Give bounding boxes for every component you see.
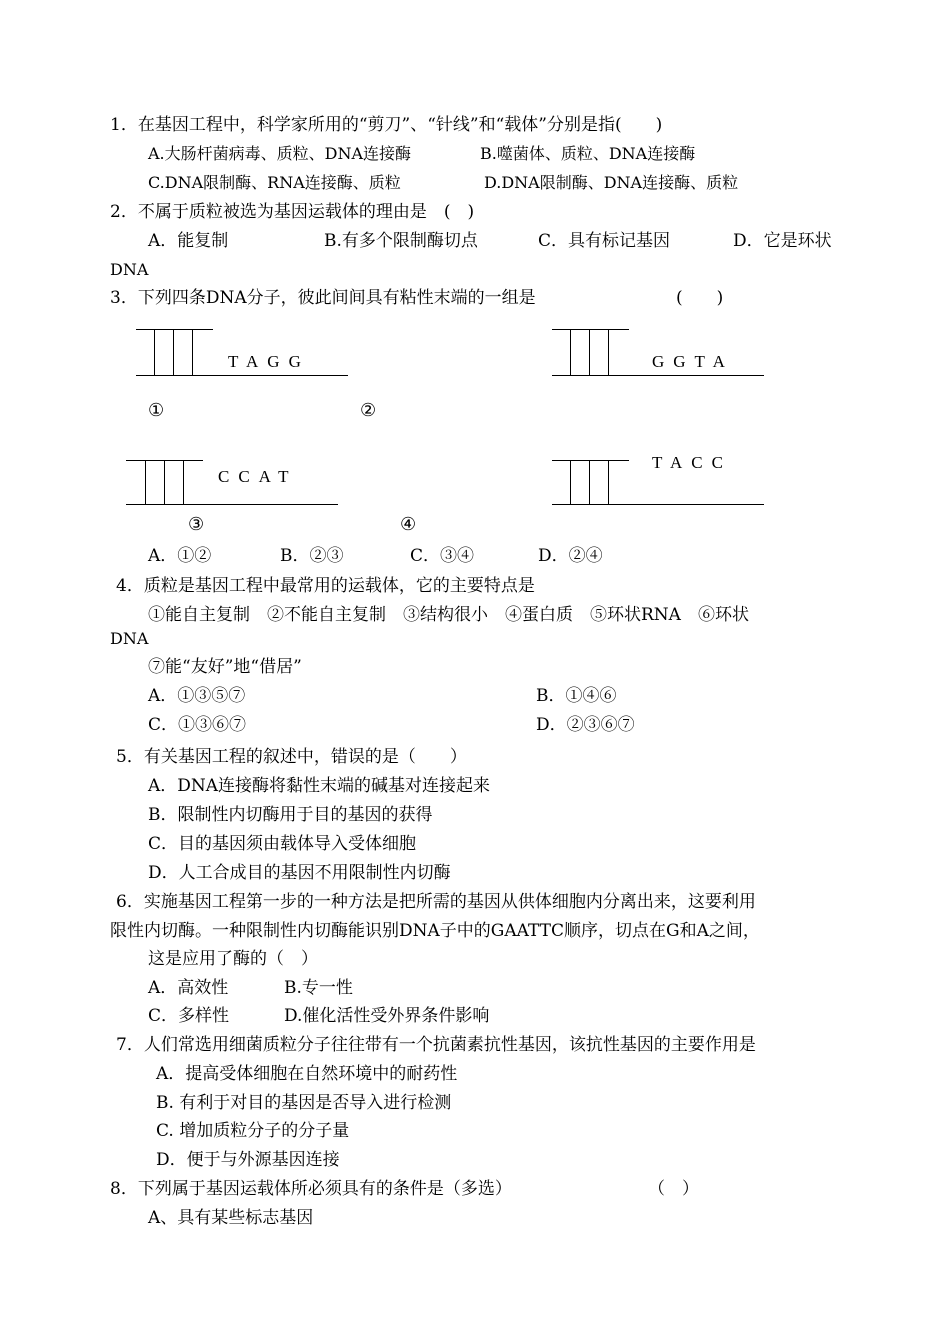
q6-stem-line-1: 6．实施基因工程第一步的一种方法是把所需的基因从供体细胞内分离出来，这要利用 — [116, 892, 756, 912]
dna-3-base-pair — [183, 460, 184, 504]
dna-3-base-pair — [145, 460, 146, 504]
dna-4-base-pair — [570, 460, 571, 504]
q4-items-line-2: ⑦能“友好”地“借居” — [148, 657, 302, 677]
q1-option-a: A.大肠杆菌病毒、质粒、DNA连接酶 — [148, 144, 412, 163]
q1-option-c: C.DNA限制酶、RNA连接酶、质粒 — [148, 173, 401, 192]
dna-2-label: ② — [360, 400, 377, 421]
q8-option-a: A、具有某些标志基因 — [148, 1208, 314, 1228]
q2-option-a: A．能复制 — [148, 231, 229, 251]
q3-answer-paren: ( ) — [676, 288, 724, 308]
q4-option-a: A．①③⑤⑦ — [148, 686, 246, 706]
q2-option-c: C．具有标记基因 — [538, 231, 671, 251]
q6-stem-line-2: 限性内切酶。一种限制性内切酶能识别DNA子中的GAATTC顺序，切点在G和A之间， — [110, 921, 760, 941]
dna-1-label: ① — [148, 400, 165, 421]
dna-4-base-pair — [608, 460, 609, 504]
q4-option-c: C．①③⑥⑦ — [148, 715, 247, 735]
q5-option-a: A．DNA连接酶将黏性末端的碱基对连接起来 — [148, 776, 491, 796]
q8-answer-paren: （ ） — [648, 1179, 699, 1199]
q7-stem: 7．人们常选用细菌质粒分子往往带有一个抗菌素抗性基因，该抗性基因的主要作用是 — [116, 1035, 756, 1055]
dna-4-bottom-strand — [552, 504, 764, 505]
q1-option-d: D.DNA限制酶、DNA连接酶、质粒 — [484, 173, 739, 192]
q1-option-b: B.噬菌体、质粒、DNA连接酶 — [480, 144, 696, 163]
q7-option-c: C. 增加质粒分子的分子量 — [156, 1121, 350, 1141]
q3-stem: 3．下列四条DNA分子，彼此间间具有粘性末端的一组是 — [110, 288, 536, 308]
q4-option-b: B．①④⑥ — [536, 686, 617, 706]
dna-1-base-pair — [173, 329, 174, 375]
dna-1-top-strand — [136, 329, 213, 330]
q5-option-c: C．目的基因须由载体导入受体细胞 — [148, 834, 417, 854]
q3-option-c: C．③④ — [410, 546, 475, 566]
q3-option-a: A．①② — [148, 546, 212, 566]
q7-option-a: A．提高受体细胞在自然环境中的耐药性 — [156, 1064, 458, 1084]
q5-option-b: B．限制性内切酶用于目的基因的获得 — [148, 805, 433, 825]
q1-stem: 1．在基因工程中，科学家所用的“剪刀”、“针线”和“载体”分别是指( ) — [110, 115, 663, 135]
dna-2-base-pair — [589, 329, 590, 375]
q7-option-d: D．便于与外源基因连接 — [156, 1150, 340, 1170]
dna-2-top-strand — [552, 329, 629, 330]
dna-2-base-pair — [608, 329, 609, 375]
q3-option-b: B．②③ — [280, 546, 344, 566]
q7-option-b: B. 有利于对目的基因是否导入进行检测 — [156, 1093, 452, 1113]
dna-1-base-pair — [154, 329, 155, 375]
q2-stem: 2．不属于质粒被选为基因运载体的理由是 ( ) — [110, 202, 475, 222]
dna-3-label: ③ — [188, 514, 205, 535]
q2-option-d-continued: DNA — [110, 260, 149, 279]
q6-option-c: C．多样性 — [148, 1006, 230, 1026]
q5-stem: 5．有关基因工程的叙述中，错误的是（ ） — [116, 747, 467, 767]
q4-items-line-1: ①能自主复制 ②不能自主复制 ③结构很小 ④蛋白质 ⑤环状RNA ⑥环状 — [148, 605, 749, 625]
dna-4-top-strand — [552, 460, 629, 461]
dna-2-sticky-sequence: GGTA — [652, 352, 734, 371]
dna-1-base-pair — [192, 329, 193, 375]
q4-items-line-1-continued: DNA — [110, 629, 149, 648]
dna-2-base-pair — [570, 329, 571, 375]
dna-3-sticky-sequence: CCAT — [218, 467, 298, 486]
dna-3-bottom-strand — [126, 504, 338, 505]
dna-4-base-pair — [589, 460, 590, 504]
q6-stem-line-3: 这是应用了酶的（ ） — [148, 949, 318, 969]
dna-3-base-pair — [164, 460, 165, 504]
dna-1-sticky-sequence: TAGG — [228, 352, 310, 371]
q8-stem: 8．下列属于基因运载体所必须具有的条件是（多选） — [110, 1179, 512, 1199]
q2-option-b: B.有多个限制酶切点 — [324, 231, 478, 251]
q3-option-d: D．②④ — [538, 546, 603, 566]
q6-option-a: A．高效性 — [148, 978, 229, 998]
q6-option-b: B.专一性 — [284, 978, 353, 998]
dna-4-label: ④ — [400, 514, 417, 535]
q4-stem: 4．质粒是基因工程中最常用的运载体，它的主要特点是 — [116, 576, 535, 596]
q2-option-d: D．它是环状 — [733, 231, 832, 251]
dna-2-bottom-strand — [552, 375, 764, 376]
dna-1-bottom-strand — [136, 375, 348, 376]
q5-option-d: D．人工合成目的基因不用限制性内切酶 — [148, 863, 451, 883]
q4-option-d: D．②③⑥⑦ — [536, 715, 635, 735]
q6-option-d: D.催化活性受外界条件影响 — [284, 1006, 490, 1026]
dna-4-sticky-sequence: TACC — [652, 453, 732, 472]
